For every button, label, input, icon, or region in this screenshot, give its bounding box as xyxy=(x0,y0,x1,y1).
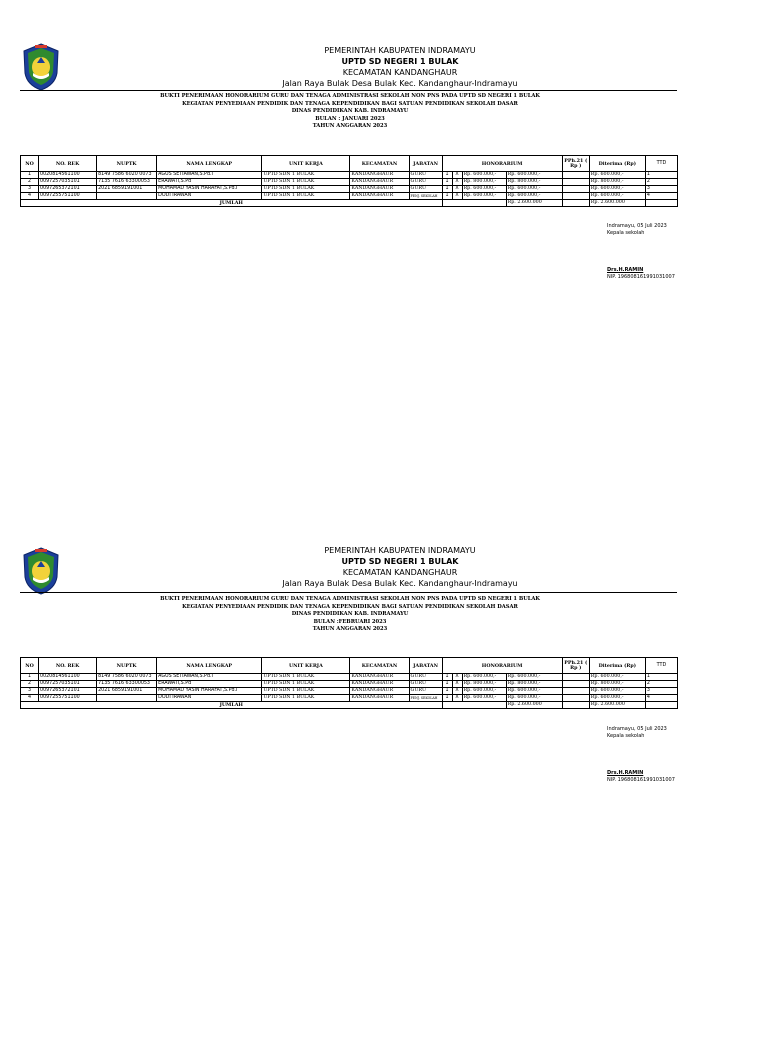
cell-kecamatan: KANDANGHAUR xyxy=(350,172,409,179)
total-spacer xyxy=(442,702,506,709)
col-no-rek: NO. REK xyxy=(39,156,97,172)
cell-rate: Rp. 800.000,- xyxy=(462,179,506,186)
indramayu-emblem-logo xyxy=(21,547,61,595)
title-line-2: KEGIATAN PENYEDIAAN PENDIDIK DAN TENAGA KEPENDIDIKAN BAGI SATUAN PENDIDIKAN SEKOLAH DASAR xyxy=(182,100,518,107)
table-row xyxy=(21,674,678,681)
letterhead-address: Jalan Raya Bulak Desa Bulak Kec. Kandanghaur-Indramayu xyxy=(282,579,518,588)
title-line-4-month: BULAN :FEBRUARI 2023 xyxy=(313,618,387,625)
cell-jabatan: GURU xyxy=(409,688,442,695)
cell-no: 4 xyxy=(21,193,39,200)
cell-x: X xyxy=(452,688,462,695)
cell-nuptk xyxy=(97,695,157,702)
cell-nuptk: 2021 6859191001 xyxy=(97,688,157,695)
cell-no: 2 xyxy=(21,681,39,688)
table-header-row xyxy=(21,156,678,172)
cell-ttd: 3 xyxy=(645,688,677,695)
cell-rate: Rp. 600.000,- xyxy=(462,695,506,702)
cell-amount: Rp. 600.000,- xyxy=(506,688,562,695)
total-pph xyxy=(562,200,589,207)
cell-unit: UPTD SDN 1 BULAK xyxy=(262,193,350,200)
document-page-1 xyxy=(0,42,768,542)
cell-no: 2 xyxy=(21,179,39,186)
cell-qty: 1 xyxy=(442,179,452,186)
signature-nip: NIP. 196808161991031007 xyxy=(607,777,675,783)
cell-nama: MOHAMAD YASIN HARAFAT,S.Pd.I xyxy=(157,688,262,695)
cell-rate: Rp. 600.000,- xyxy=(462,688,506,695)
title-line-5-year: TAHUN ANGGARAN 2023 xyxy=(312,123,388,129)
cell-diterima: Rp. 600.000,- xyxy=(589,674,645,681)
signature-place-date: Indramayu, 05 Juli 2023 xyxy=(607,726,667,732)
cell-diterima: Rp. 600.000,- xyxy=(589,695,645,702)
cell-qty: 1 xyxy=(442,193,452,200)
document-titles xyxy=(100,93,600,131)
title-line-3: DINAS PENDIDIKAN KAB. INDRAMAYU xyxy=(291,108,409,114)
cell-kecamatan: KANDANGHAUR xyxy=(350,688,409,695)
cell-qty: 1 xyxy=(442,681,452,688)
cell-qty: 1 xyxy=(442,674,452,681)
col-nama: NAMA LENGKAP xyxy=(157,658,262,674)
col-unit-kerja: UNIT KERJA xyxy=(262,658,350,674)
cell-kecamatan: KANDANGHAUR xyxy=(350,681,409,688)
cell-no: 1 xyxy=(21,172,39,179)
col-no: NO xyxy=(21,156,39,172)
col-diterima: Diterima (Rp) xyxy=(589,658,645,674)
cell-kecamatan: KANDANGHAUR xyxy=(350,674,409,681)
cell-no: 3 xyxy=(21,186,39,193)
cell-amount: Rp. 600.000,- xyxy=(506,674,562,681)
cell-qty: 1 xyxy=(442,172,452,179)
honorarium-table xyxy=(20,657,678,709)
letterhead-government: PEMERINTAH KABUPATEN INDRAMAYU xyxy=(324,546,476,555)
cell-rate: Rp. 600.000,- xyxy=(462,674,506,681)
cell-kecamatan: KANDANGHAUR xyxy=(350,186,409,193)
letterhead-district: KECAMATAN KANDANGHAUR xyxy=(342,68,458,77)
col-honorarium: HONORARIUM xyxy=(442,658,562,674)
cell-no: 3 xyxy=(21,688,39,695)
cell-kecamatan: KANDANGHAUR xyxy=(350,695,409,702)
letterhead-rule xyxy=(20,592,677,593)
letterhead-school-name: UPTD SD NEGERI 1 BULAK xyxy=(341,557,459,566)
cell-diterima: Rp. 800.000,- xyxy=(589,681,645,688)
signature-name: Drs.H.RAMIN xyxy=(607,770,644,776)
indramayu-emblem-logo xyxy=(21,43,61,91)
cell-jabatan: GURU xyxy=(409,179,442,186)
cell-rek: 0097257035101 xyxy=(39,681,97,688)
signature-space xyxy=(607,237,675,267)
signature-space xyxy=(607,740,675,770)
cell-qty: 1 xyxy=(442,688,452,695)
cell-rek: 0097265372101 xyxy=(39,688,97,695)
cell-x: X xyxy=(452,179,462,186)
cell-kecamatan: KANDANGHAUR xyxy=(350,179,409,186)
cell-ttd: 4 xyxy=(645,193,677,200)
document-titles xyxy=(100,596,600,634)
table-row xyxy=(21,179,678,186)
col-kecamatan: KECAMATAN xyxy=(350,156,409,172)
signature-role: Kepala sekolah xyxy=(607,230,645,236)
cell-rek: 0097255751100 xyxy=(39,695,97,702)
letterhead-district: KECAMATAN KANDANGHAUR xyxy=(342,568,458,577)
cell-rek: 0097265372101 xyxy=(39,186,97,193)
letterhead-school-name: UPTD SD NEGERI 1 BULAK xyxy=(341,57,459,66)
col-diterima: Diterima (Rp) xyxy=(589,156,645,172)
cell-unit: UPTD SDN 1 BULAK xyxy=(262,695,350,702)
cell-diterima: Rp. 600.000,- xyxy=(589,688,645,695)
cell-x: X xyxy=(452,674,462,681)
cell-pph xyxy=(562,179,589,186)
cell-amount: Rp. 600.000,- xyxy=(506,695,562,702)
cell-x: X xyxy=(452,193,462,200)
cell-rate: Rp. 600.000,- xyxy=(462,172,506,179)
table-total-row xyxy=(21,702,678,709)
cell-rek: 0020814561100 xyxy=(39,172,97,179)
letterhead-address: Jalan Raya Bulak Desa Bulak Kec. Kandanghaur-Indramayu xyxy=(282,79,518,88)
table-row xyxy=(21,695,678,702)
cell-x: X xyxy=(452,186,462,193)
title-line-1: BUKTI PENERIMAAN HONORARIUM GURU DAN TENAGA ADMINISTRASI SEKOLAH NON PNS PADA UPTD SD NEGERI 1 BULAK xyxy=(160,596,540,602)
cell-ttd: 1 xyxy=(645,674,677,681)
cell-nama: DODI IRAWAN xyxy=(157,695,262,702)
cell-rek: 0097257035101 xyxy=(39,179,97,186)
table-row xyxy=(21,186,678,193)
col-jabatan: JABATAN xyxy=(409,658,442,674)
cell-no: 4 xyxy=(21,695,39,702)
col-nuptk: NUPTK xyxy=(97,658,157,674)
cell-pph xyxy=(562,674,589,681)
cell-nuptk: 8149 7586 6020 0073 xyxy=(97,172,157,179)
col-pph21: PPh.21 ( Rp ) xyxy=(562,658,589,674)
cell-pph xyxy=(562,193,589,200)
title-line-1: BUKTI PENERIMAAN HONORARIUM GURU DAN TENAGA ADMINISTRASI SEKOLAH NON PNS PADA UPTD SD NEGERI 1 BULAK xyxy=(160,93,540,99)
cell-jabatan: GURU xyxy=(409,172,442,179)
cell-nama: ERAWATI,S.Pd xyxy=(157,179,262,186)
total-amount: Rp. 2.600.000 xyxy=(506,200,562,207)
letterhead-rule xyxy=(20,90,677,91)
cell-ttd: 2 xyxy=(645,681,677,688)
cell-amount: Rp. 600.000,- xyxy=(506,193,562,200)
cell-x: X xyxy=(452,681,462,688)
cell-ttd: 3 xyxy=(645,186,677,193)
table-row xyxy=(21,688,678,695)
cell-ttd: 2 xyxy=(645,179,677,186)
cell-rate: Rp. 600.000,- xyxy=(462,193,506,200)
col-unit-kerja: UNIT KERJA xyxy=(262,156,350,172)
cell-jabatan: PENJ. SEKOLAH xyxy=(409,193,442,200)
signature-place-date: Indramayu, 05 Juli 2023 xyxy=(607,223,667,229)
total-amount: Rp. 2.600.000 xyxy=(506,702,562,709)
title-line-5-year: TAHUN ANGGARAN 2023 xyxy=(312,626,388,632)
cell-kecamatan: KANDANGHAUR xyxy=(350,193,409,200)
cell-unit: UPTD SDN 1 BULAK xyxy=(262,172,350,179)
cell-nuptk: 7135 7616 63300053 xyxy=(97,681,157,688)
signature-block xyxy=(607,223,675,281)
title-line-3: DINAS PENDIDIKAN KAB. INDRAMAYU xyxy=(291,611,409,617)
cell-nuptk: 7135 7616 63300053 xyxy=(97,179,157,186)
cell-nama: AGUS SETIAWAN,S.Pd.I xyxy=(157,674,262,681)
cell-ttd: 1 xyxy=(645,172,677,179)
cell-pph xyxy=(562,688,589,695)
cell-x: X xyxy=(452,695,462,702)
col-honorarium: HONORARIUM xyxy=(442,156,562,172)
cell-qty: 1 xyxy=(442,695,452,702)
cell-no: 1 xyxy=(21,674,39,681)
cell-amount: Rp. 600.000,- xyxy=(506,186,562,193)
col-nuptk: NUPTK xyxy=(97,156,157,172)
table-row xyxy=(21,172,678,179)
cell-rate: Rp. 600.000,- xyxy=(462,186,506,193)
cell-qty: 1 xyxy=(442,186,452,193)
total-pph xyxy=(562,702,589,709)
honorarium-table xyxy=(20,155,678,207)
col-kecamatan: KECAMATAN xyxy=(350,658,409,674)
cell-nama: MOHAMAD YASIN HARAFAT,S.Pd.I xyxy=(157,186,262,193)
table-row xyxy=(21,193,678,200)
cell-unit: UPTD SDN 1 BULAK xyxy=(262,688,350,695)
cell-unit: UPTD SDN 1 BULAK xyxy=(262,681,350,688)
cell-jabatan: GURU xyxy=(409,681,442,688)
title-line-2: KEGIATAN PENYEDIAAN PENDIDIK DAN TENAGA KEPENDIDIKAN BAGI SATUAN PENDIDIKAN SEKOLAH DASAR xyxy=(182,603,518,610)
col-ttd: TTD xyxy=(645,658,677,674)
total-diterima: Rp. 2.600.000 xyxy=(589,702,645,709)
cell-nuptk: 8149 7586 6020 0073 xyxy=(97,674,157,681)
cell-nama: DODI IRAWAN xyxy=(157,193,262,200)
cell-x: X xyxy=(452,172,462,179)
table-row xyxy=(21,681,678,688)
cell-diterima: Rp. 600.000,- xyxy=(589,193,645,200)
total-ttd xyxy=(645,200,677,207)
cell-diterima: Rp. 600.000,- xyxy=(589,172,645,179)
total-spacer xyxy=(442,200,506,207)
cell-amount: Rp. 800.000,- xyxy=(506,179,562,186)
table-header-row xyxy=(21,658,678,674)
cell-jabatan: GURU xyxy=(409,186,442,193)
cell-pph xyxy=(562,172,589,179)
col-ttd: TTD xyxy=(645,156,677,172)
cell-jabatan: PENJ. SEKOLAH xyxy=(409,695,442,702)
col-pph21: PPh.21 ( Rp ) xyxy=(562,156,589,172)
cell-nama: AGUS SETIAWAN,S.Pd.I xyxy=(157,172,262,179)
total-label: JUMLAH xyxy=(21,200,443,207)
cell-nuptk xyxy=(97,193,157,200)
title-line-4-month: BULAN : JANUARI 2023 xyxy=(315,115,385,122)
table-total-row xyxy=(21,200,678,207)
document-page-2 xyxy=(0,546,768,1046)
cell-rate: Rp. 800.000,- xyxy=(462,681,506,688)
cell-ttd: 4 xyxy=(645,695,677,702)
letterhead-government: PEMERINTAH KABUPATEN INDRAMAYU xyxy=(324,46,476,55)
col-no-rek: NO. REK xyxy=(39,658,97,674)
total-diterima: Rp. 2.600.000 xyxy=(589,200,645,207)
cell-nuptk: 2021 6859191001 xyxy=(97,186,157,193)
cell-nama: ERAWATI,S.Pd xyxy=(157,681,262,688)
col-nama: NAMA LENGKAP xyxy=(157,156,262,172)
signature-name: Drs.H.RAMIN xyxy=(607,267,644,273)
signature-role: Kepala sekolah xyxy=(607,733,645,739)
col-no: NO xyxy=(21,658,39,674)
total-label: JUMLAH xyxy=(21,702,443,709)
signature-block xyxy=(607,726,675,784)
cell-amount: Rp. 600.000,- xyxy=(506,172,562,179)
col-jabatan: JABATAN xyxy=(409,156,442,172)
cell-unit: UPTD SDN 1 BULAK xyxy=(262,674,350,681)
cell-pph xyxy=(562,695,589,702)
cell-pph xyxy=(562,681,589,688)
cell-diterima: Rp. 800.000,- xyxy=(589,179,645,186)
cell-diterima: Rp. 600.000,- xyxy=(589,186,645,193)
cell-jabatan: GURU xyxy=(409,674,442,681)
cell-pph xyxy=(562,186,589,193)
signature-nip: NIP. 196808161991031007 xyxy=(607,274,675,280)
total-ttd xyxy=(645,702,677,709)
cell-rek: 0020814561100 xyxy=(39,674,97,681)
cell-unit: UPTD SDN 1 BULAK xyxy=(262,186,350,193)
cell-unit: UPTD SDN 1 BULAK xyxy=(262,179,350,186)
cell-amount: Rp. 800.000,- xyxy=(506,681,562,688)
cell-rek: 0097255751100 xyxy=(39,193,97,200)
